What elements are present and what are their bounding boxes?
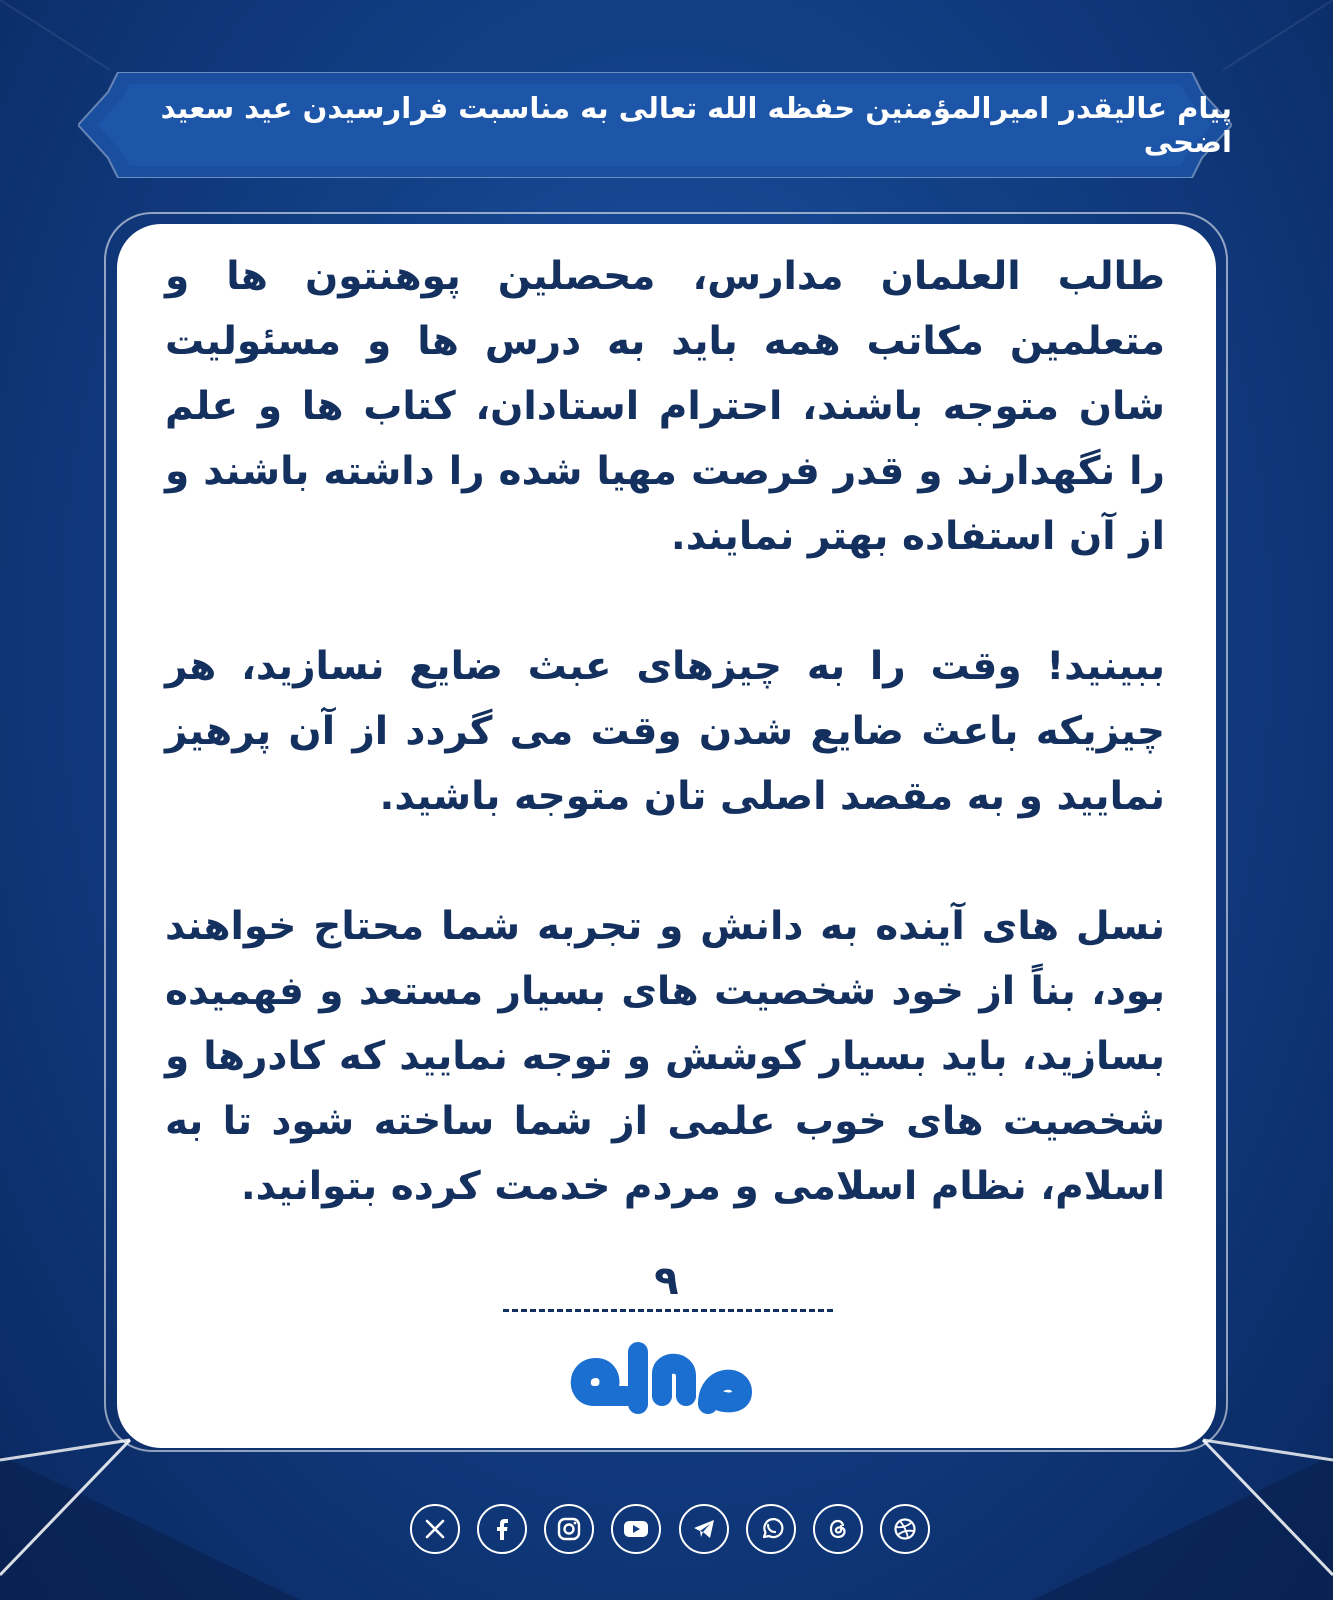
threads-icon[interactable]	[813, 1504, 863, 1554]
header-title: پیام عالیقدر امیرالمؤمنین حفظه الله تعالی به مناسبت فرارسیدن عید سعید اضحی	[160, 91, 1232, 159]
telegram-icon[interactable]	[679, 1504, 729, 1554]
whatsapp-icon[interactable]	[746, 1504, 796, 1554]
page-number: ۹	[654, 1258, 679, 1304]
paragraph-3: نسل های آینده به دانش و تجربه شما محتاج خواهند بود، بناً از خود شخصیت های بسیار مستعد و فهمیده بسازید، باید بسیار کوشش و توجه نمایید که کادرها و شخصیت های خوب علمی از شما ساخته شود تا به اسلام، نظام اسلامی و مردم خدمت کرده بتوانید.	[165, 904, 1165, 1209]
paragraph-1: طالب العلمان مدارس، محصلین پوهنتون ها و متعلمین مکاتب همه باید به درس ها و مسئولیت شان متوجه باشند، احترام استادان، کتاب ها و علم را نگهدارند و قدر فرصت مهیا شده را داشته باشند و از آن استفاده بهتر نمایند.	[165, 254, 1165, 559]
instagram-icon[interactable]	[544, 1504, 594, 1554]
dashed-divider	[503, 1309, 833, 1312]
youtube-icon[interactable]	[611, 1504, 661, 1554]
paragraph-2: ببینید! وقت را به چیزهای عبث ضایع نسازید، هر چیزیکه باعث ضایع شدن وقت می گردد از آن پرهیز نمایید و به مقصد اصلی تان متوجه باشید.	[165, 644, 1165, 819]
social-links	[410, 1502, 930, 1556]
message-card	[117, 224, 1216, 1448]
facebook-icon[interactable]	[477, 1504, 527, 1554]
message-text	[165, 244, 1165, 1219]
dribbble-icon[interactable]	[880, 1504, 930, 1554]
x-icon[interactable]	[410, 1504, 460, 1554]
header-banner	[78, 72, 1232, 178]
brand-logo	[566, 1334, 766, 1424]
